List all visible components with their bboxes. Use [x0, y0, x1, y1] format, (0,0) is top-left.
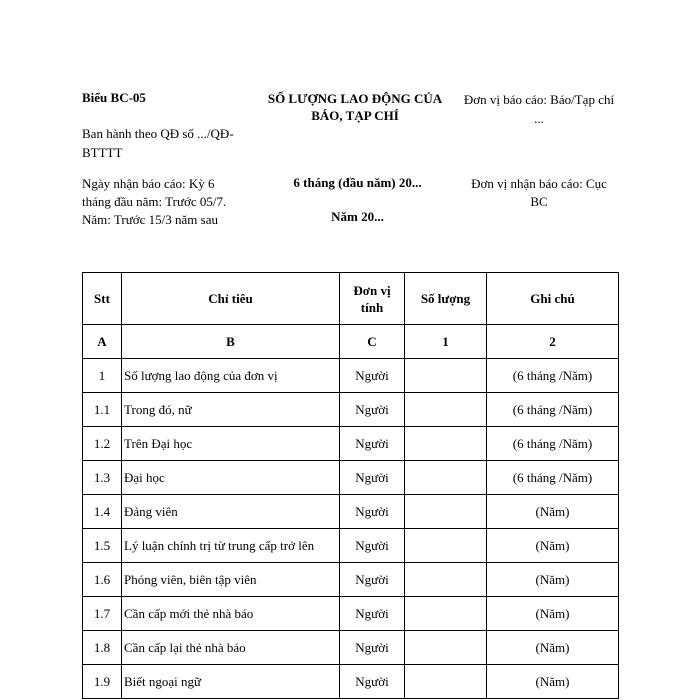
row-don-vi: Người — [340, 529, 405, 563]
table-row — [83, 393, 619, 427]
table-row — [83, 529, 619, 563]
receiving-unit-line2: BC — [530, 194, 548, 209]
row-ghi-chu: (6 tháng /Năm) — [487, 393, 619, 427]
row-don-vi: Người — [340, 495, 405, 529]
row-ghi-chu: (Năm) — [487, 529, 619, 563]
row-so-luong-field[interactable] — [405, 393, 487, 427]
row-stt: 1.5 — [83, 529, 122, 563]
row-chi-tieu: Đại học — [122, 461, 340, 495]
header-don-vi-line2: tính — [360, 299, 384, 315]
reporting-unit-line2: ... — [534, 111, 544, 126]
row-chi-tieu: Số lượng lao động của đơn vị — [122, 359, 340, 393]
row-stt: 1.9 — [83, 665, 122, 699]
row-don-vi: Người — [340, 427, 405, 461]
row-stt: 1.3 — [83, 461, 122, 495]
table-header-row — [83, 273, 619, 325]
row-ghi-chu: (6 tháng /Năm) — [487, 461, 619, 495]
row-so-luong-field[interactable] — [405, 563, 487, 597]
table-row — [83, 563, 619, 597]
table-row — [83, 359, 619, 393]
row-so-luong-field[interactable] — [405, 529, 487, 563]
table-row — [83, 597, 619, 631]
issued-by: Ban hành theo QĐ số .../QĐ-BTTTT — [82, 126, 234, 160]
header-so-luong: Số lượng — [405, 273, 487, 325]
receive-date-line2: tháng đầu năm: Trước 05/7. — [82, 194, 227, 209]
receive-date — [82, 175, 262, 229]
row-chi-tieu: Biết ngoại ngữ — [122, 665, 340, 699]
row-don-vi: Người — [340, 461, 405, 495]
column-code-row — [83, 325, 619, 359]
row-stt: 1.7 — [83, 597, 122, 631]
row-chi-tieu: Trong đó, nữ — [122, 393, 340, 427]
row-stt: 1.4 — [83, 495, 122, 529]
row-chi-tieu: Đảng viên — [122, 495, 340, 529]
header-ghi-chu: Ghi chú — [487, 273, 619, 325]
row-ghi-chu: (Năm) — [487, 495, 619, 529]
receive-date-line3: Năm: Trước 15/3 năm sau — [82, 212, 218, 227]
table-row — [83, 665, 619, 699]
receiving-unit-line1: Đơn vị nhận báo cáo: Cục — [471, 176, 607, 191]
code-chi-tieu: B — [122, 325, 340, 359]
row-chi-tieu: Cần cấp lại thẻ nhà báo — [122, 631, 340, 665]
row-chi-tieu: Phóng viên, biên tập viên — [122, 563, 340, 597]
reporting-unit — [455, 90, 623, 128]
row-ghi-chu: (Năm) — [487, 665, 619, 699]
report-period: 6 tháng (đầu năm) 20... — [293, 175, 422, 190]
header-chi-tieu: Chỉ tiêu — [122, 273, 340, 325]
row-don-vi: Người — [340, 665, 405, 699]
row-don-vi: Người — [340, 597, 405, 631]
row-so-luong-field[interactable] — [405, 461, 487, 495]
row-ghi-chu: (Năm) — [487, 631, 619, 665]
row-stt: 1.2 — [83, 427, 122, 461]
code-so-luong: 1 — [405, 325, 487, 359]
table-row — [83, 495, 619, 529]
document-title-line1: SỐ LƯỢNG LAO ĐỘNG CỦA — [267, 91, 443, 106]
report-table — [82, 272, 619, 699]
receive-date-line1: Ngày nhận báo cáo: Kỳ 6 — [82, 176, 215, 191]
row-so-luong-field[interactable] — [405, 495, 487, 529]
row-ghi-chu: (Năm) — [487, 563, 619, 597]
row-stt: 1.6 — [83, 563, 122, 597]
row-ghi-chu: (6 tháng /Năm) — [487, 359, 619, 393]
header-don-vi-line1: Đơn vị — [353, 282, 391, 298]
row-chi-tieu: Cần cấp mới thẻ nhà báo — [122, 597, 340, 631]
table-row — [83, 631, 619, 665]
row-chi-tieu: Lý luận chính trị từ trung cấp trở lên — [122, 529, 340, 563]
document-title-line2: BÁO, TẠP CHÍ — [311, 108, 399, 123]
table-row — [83, 427, 619, 461]
row-don-vi: Người — [340, 359, 405, 393]
code-stt: A — [83, 325, 122, 359]
row-don-vi: Người — [340, 631, 405, 665]
row-stt: 1.1 — [83, 393, 122, 427]
row-stt: 1 — [83, 359, 122, 393]
row-chi-tieu: Trên Đại học — [122, 427, 340, 461]
table-row — [83, 461, 619, 495]
receiving-unit — [455, 175, 623, 211]
row-stt: 1.8 — [83, 631, 122, 665]
row-don-vi: Người — [340, 563, 405, 597]
form-code: Biểu BC-05 — [82, 90, 146, 105]
header-stt: Stt — [83, 273, 122, 325]
report-year: Năm 20... — [331, 209, 384, 224]
row-so-luong-field[interactable] — [405, 427, 487, 461]
code-ghi-chu: 2 — [487, 325, 619, 359]
header-don-vi — [340, 273, 405, 325]
row-ghi-chu: (Năm) — [487, 597, 619, 631]
reporting-unit-line1: Đơn vị báo cáo: Báo/Tạp chí — [463, 92, 615, 107]
row-don-vi: Người — [340, 393, 405, 427]
row-so-luong-field[interactable] — [405, 597, 487, 631]
row-so-luong-field[interactable] — [405, 631, 487, 665]
row-so-luong-field[interactable] — [405, 359, 487, 393]
row-ghi-chu: (6 tháng /Năm) — [487, 427, 619, 461]
code-don-vi: C — [340, 325, 405, 359]
row-so-luong-field[interactable] — [405, 665, 487, 699]
document-title — [255, 90, 455, 124]
